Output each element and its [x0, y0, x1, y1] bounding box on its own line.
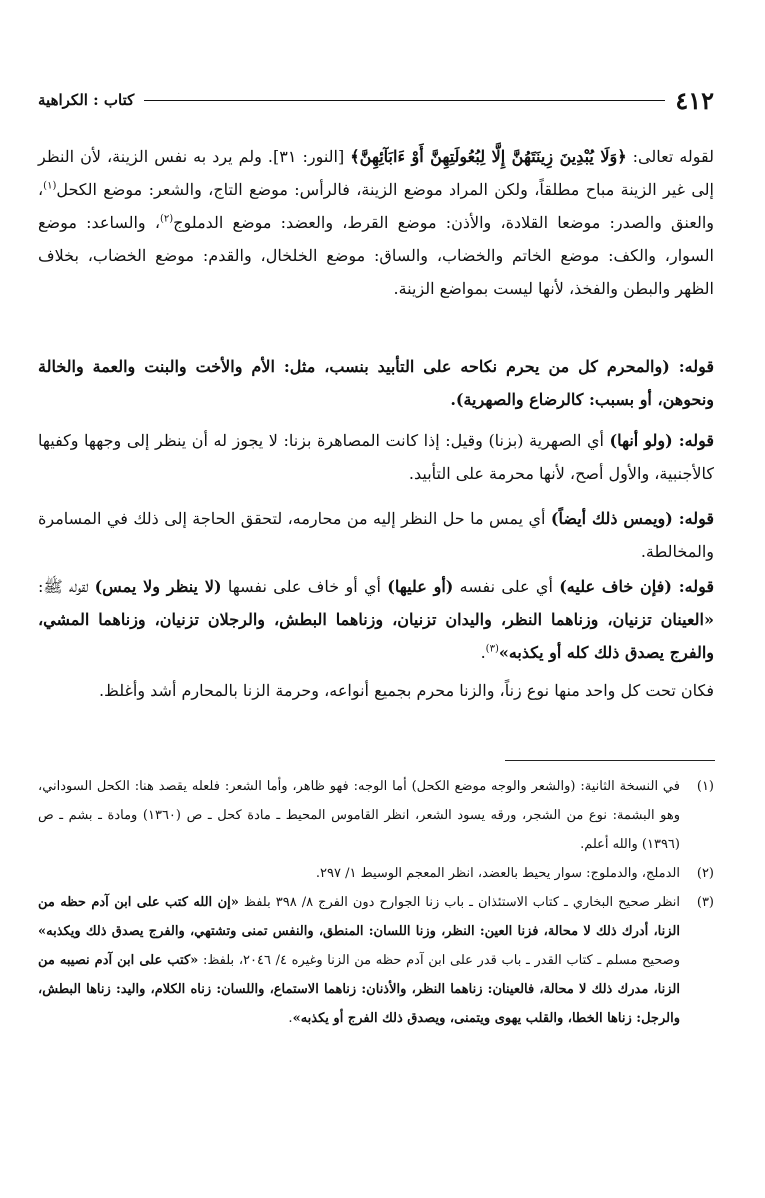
footnote-number: (٣) [696, 895, 714, 910]
p3-text: أي الصهرية (بزنا) وقيل: إذا كانت المصاهرة بزنا: لا يجوز له أن ينظر إلى وجهها وكفيها كالأجنبية، والأول أصح، لأنها محرمة على التأبيد. [38, 431, 714, 483]
p1-text-c: ، والساعد: موضع السوار، والكف: موضع الخاتم والخضاب، والساق: موضع الخلخال، والقدم: موضع الخضاب، بخلاف الظهر والبطن والفخذ، لأنها ليست بمواضع الزينة. [38, 213, 714, 298]
p1-intro: لقوله تعالى: [626, 147, 715, 166]
footnote-number: (٢) [696, 866, 714, 881]
footnote-text [38, 888, 680, 1033]
p5-quote-1: (فإن خاف عليه) [559, 577, 679, 596]
p5-text-3: لقوله ﷺ: [38, 577, 95, 596]
p5-label: قوله: [678, 577, 714, 596]
p5-quote-3: (لا ينظر ولا يمس) [94, 577, 222, 596]
footnote-number: (١) [696, 779, 714, 794]
main-text [38, 140, 714, 309]
header-rule [144, 100, 665, 101]
paragraph-2: قوله: (والمحرم كل من يحرم نكاحه على التأبيد بنسب، مثل: الأم والأخت والبنت والعمة والخالة ونحوهن، أو بسبب: كالرضاع والصهرية). [38, 357, 714, 409]
p5-quote-2: (أو عليها) [387, 577, 454, 596]
footnote-1 [38, 772, 714, 859]
page-number: ٤١٢ [675, 85, 714, 115]
paragraph-5-block [38, 570, 714, 669]
p5-end: . [480, 643, 486, 662]
footnote-ref-2: (٢) [159, 213, 174, 225]
p4-text: أي يمس ما حل النظر إليه من محارمه، لتحقق الحاجة إلى ذلك في المسامرة والمخالطة. [38, 509, 714, 561]
p1-text-a: [النور: ٣١]. ولم يرد به نفس الزينة، لأن النظر إلى غير الزينة مباح مطلقاً، ولكن المراد موضع الزينة، فالرأس: موضع التاج، والشعر: موضع الكحل [38, 147, 714, 199]
footnote-ref-3: (٣) [485, 643, 499, 655]
p5-text-1: أي على نفسه [453, 577, 560, 596]
p3-quote: (ولو أنها) [609, 431, 679, 450]
p5-text-2: أي أو خاف على نفسها [221, 577, 388, 596]
footnote-text: في النسخة الثانية: (والشعر والوجه موضع الكحل) أما الوجه: فهو ظاهر، وأما الشعر: فلعله يقصد هنا: الكحل السوداني، وهو البشمة: نوع من الشجر، ورقه يسود الشعر، انظر القاموس المحيط ـ مادة كحل ـ ص (١٣٦٠) ومادة ـ بشم ـ ص (١٣٩٦) والله أعلم. [38, 779, 680, 852]
p1-text-b: ، والعنق والصدر: موضعا القلادة، والأذن: موضع القرط، والعضد: موضع الدملوج [38, 180, 714, 232]
paragraph-6: فكان تحت كل واحد منها نوع زناً، والزنا محرم بجميع أنواعه، وحرمة الزنا بالمحارم أشد وأغلظ. [98, 681, 714, 700]
hadith-quote: «العينان تزنيان، وزناهما النظر، واليدان تزنيان، وزناهما البطش، والرجلان تزنيان، وزناهما المشي، والفرج يصدق ذلك كله أو يكذبه» [38, 610, 715, 662]
paragraph-1 [38, 140, 714, 305]
paragraph-4 [38, 502, 714, 568]
page-header [38, 84, 714, 116]
fn3-text-a: انظر صحيح البخاري ـ كتاب الاستئذان ـ باب زنا الجوارح دون الفرج ٨/ ٣٩٨ بلفظ [238, 895, 680, 910]
footnote-3 [38, 888, 714, 1033]
footnote-ref-1: (١) [43, 180, 57, 192]
fn3-text-b: وصحيح مسلم ـ كتاب القدر ـ باب قدر على ابن آدم حظه من الزنا وغيره ٤/ ٢٠٤٦، بلفظ: [198, 953, 681, 968]
quran-verse: ﴿وَلَا يُبْدِينَ زِينَتَهُنَّ إِلَّا لِبُعُولَتِهِنَّ أَوْ ءَابَآئِهِنَّ﴾ [350, 147, 627, 166]
footnote-2 [38, 859, 714, 888]
running-title: كتاب : الكراهية [38, 91, 135, 109]
fn3-end: . [288, 1011, 293, 1026]
footnotes [38, 772, 714, 1033]
p4-label: قوله: [678, 509, 715, 528]
p3-label: قوله: [678, 431, 714, 450]
paragraph-2-block [38, 350, 714, 416]
paragraph-3 [38, 424, 714, 490]
footnote-text: الدملج، والدملوج: سوار يحيط بالعضد، انظر المعجم الوسيط ١/ ٢٩٧. [315, 866, 680, 881]
fn3-hadith-2: «كتب على ابن آدم نصيبه من الزنا، مدرك ذلك لا محالة، فالعينان: زناهما النظر، والأذنان: زناهما الاستماع، واللسان: زناه الكلام، واليد: زناها البطش، والرجل: زناها الخطا، والقلب يهوى ويتمنى، ويصدق ذلك الفرج أو يكذبه» [38, 953, 680, 1026]
paragraph-3-block [38, 424, 714, 490]
p4-quote: (ويمس ذلك أيضاً) [550, 509, 679, 528]
fn3-hadith-1: «إن الله كتب على ابن آدم حظه من الزنا، أدرك ذلك لا محالة، فزنا العين: النظر، وزنا اللسان: المنطق، والنفس تمنى وتشتهي، والفرج يصدق ذلك ويكذبه» [38, 895, 680, 939]
paragraph-4-block [38, 502, 714, 568]
paragraph-6-block [38, 674, 714, 707]
paragraph-5 [38, 570, 714, 669]
footnote-separator [505, 760, 715, 761]
